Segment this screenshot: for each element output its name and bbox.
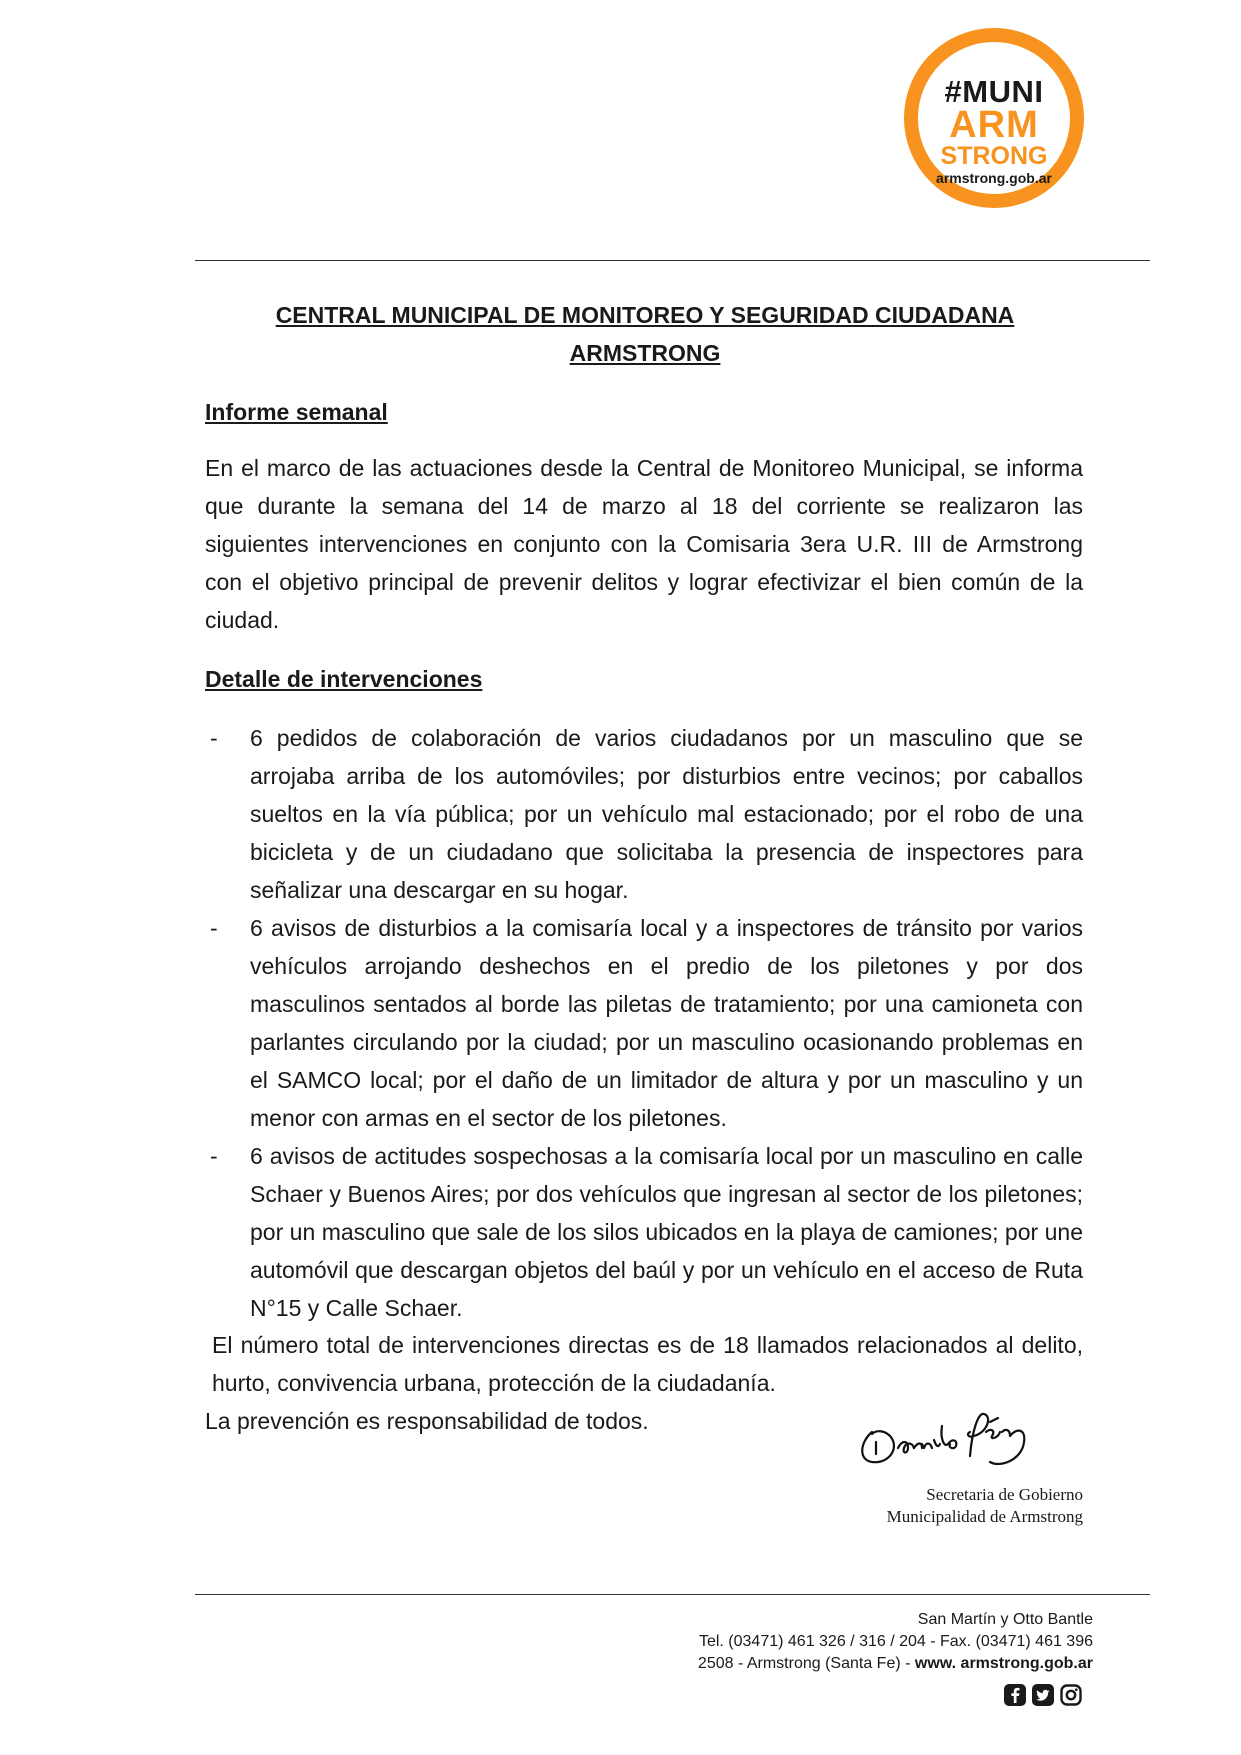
signatory-role: Secretaria de Gobierno	[926, 1485, 1083, 1504]
closing-statement: La prevención es responsabilidad de todos.	[205, 1408, 649, 1434]
interventions-list	[205, 719, 1083, 1327]
signatory-organization: Municipalidad de Armstrong	[886, 1507, 1083, 1526]
list-item-text: 6 avisos de actitudes sospechosas a la comisaría local por un masculino en calle Schaer y Buenos Aires; por dos vehículos que ingresan al sector de los piletones; por un masculino que sale de los silos ubicados en la playa de camiones; por une automóvil que descargan objetos del baúl y por un vehículo en el acceso de Ruta N°15 y Calle Schaer.	[250, 1143, 1083, 1321]
report-heading: Informe semanal	[205, 399, 388, 425]
bullet-dash: -	[210, 1143, 218, 1169]
handwritten-signature	[850, 1402, 1080, 1482]
report-intro: En el marco de las actuaciones desde la Central de Monitoreo Municipal, se informa que durante la semana del 14 de marzo al 18 del corriente se realizaron las siguientes intervenciones en conjunto con la Comisaria 3era U.R. III de Armstrong con el objetivo principal de prevenir delitos y lograr efectivizar el bien común de la ciudad.	[205, 455, 1083, 633]
municipality-logo	[904, 28, 1084, 208]
document-subtitle: ARMSTRONG	[569, 340, 721, 366]
details-heading: Detalle de intervenciones	[205, 666, 483, 692]
footer-website[interactable]: www. armstrong.gob.ar	[914, 1655, 1093, 1672]
total-interventions: El número total de intervenciones directas es de 18 llamados relacionados al delito, hurto, convivencia urbana, protección de la ciudadanía.	[212, 1332, 1083, 1396]
footer-divider	[195, 1594, 1150, 1595]
logo-arm: ARM	[949, 104, 1039, 146]
list-item-text: 6 pedidos de colaboración de varios ciudadanos por un masculino que se arrojaba arriba de los automóviles; por disturbios entre vecinos; por caballos sueltos en la vía pública; por un vehículo mal estacionado; por el robo de una bicicleta y de un ciudadano que solicitaba la presencia de inspectores para señalizar una descargar en su hogar.	[250, 725, 1083, 903]
list-item	[205, 1137, 1083, 1327]
logo-url: armstrong.gob.ar	[936, 170, 1052, 186]
list-item	[205, 719, 1083, 909]
list-item-text: 6 avisos de disturbios a la comisaría local y a inspectores de tránsito por varios vehículos arrojando deshechos en el predio de los piletones y por dos masculinos sentados al borde las piletas de tratamiento; por una camioneta con parlantes circulando por la ciudad; por un masculino ocasionando problemas en el SAMCO local; por el daño de un limitador de altura y por un masculino y un menor con armas en el sector de los piletones.	[250, 915, 1083, 1131]
instagram-icon[interactable]	[1059, 1683, 1083, 1712]
document-title: CENTRAL MUNICIPAL DE MONITOREO Y SEGURIDAD CIUDADANA	[275, 302, 1015, 328]
list-item	[205, 909, 1083, 1137]
bullet-dash: -	[210, 725, 218, 751]
header-divider	[195, 260, 1150, 261]
footer-address: San Martín y Otto Bantle	[917, 1611, 1093, 1628]
footer-city-text: 2508 - Armstrong (Santa Fe) -	[697, 1655, 915, 1672]
social-icons	[1003, 1683, 1083, 1712]
footer-phones: Tel. (03471) 461 326 / 316 / 204 - Fax. (03471) 461 396	[698, 1633, 1093, 1650]
twitter-icon[interactable]	[1031, 1683, 1055, 1712]
footer-city	[698, 1653, 1093, 1674]
facebook-icon[interactable]	[1003, 1683, 1027, 1712]
logo-strong: STRONG	[940, 142, 1048, 170]
bullet-dash: -	[210, 915, 218, 941]
logo-hashtag: #MUNI	[944, 74, 1044, 109]
